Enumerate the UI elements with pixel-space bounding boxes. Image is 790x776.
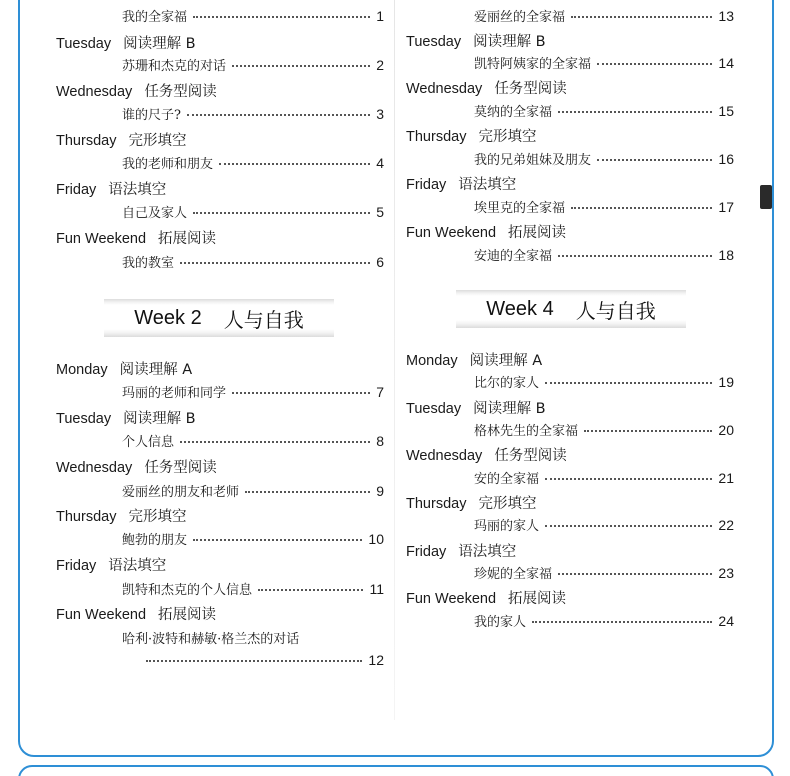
week-label: Week 2	[134, 306, 202, 329]
dot-leader	[193, 212, 370, 214]
dot-leader	[584, 430, 712, 432]
exercise-type: 完形填空	[478, 496, 537, 512]
toc-entry[interactable]	[122, 382, 384, 401]
exercise-type: 拓展阅读	[508, 225, 567, 241]
toc-entry-title-line[interactable]	[122, 628, 384, 647]
page-number: 7	[376, 384, 384, 400]
exercise-type: 任务型阅读	[144, 84, 217, 100]
day-heading	[56, 178, 166, 199]
toc-entry[interactable]	[122, 202, 384, 221]
entry-title: 我的教室	[122, 256, 175, 271]
page-number: 18	[718, 247, 734, 263]
toc-entry[interactable]	[122, 579, 384, 598]
day-name: Tuesday	[56, 36, 112, 52]
entry-title: 玛丽的家人	[474, 519, 540, 534]
page-number: 22	[718, 517, 734, 533]
toc-entry[interactable]	[474, 149, 734, 168]
toc-entry[interactable]	[122, 431, 384, 450]
day-name: Fun Weekend	[406, 591, 497, 607]
dot-leader	[558, 573, 712, 575]
page-number: 1	[376, 8, 384, 24]
toc-entry[interactable]	[474, 372, 734, 391]
exercise-type: 任务型阅读	[494, 81, 567, 97]
entry-title: 凯特阿姨家的全家福	[474, 57, 592, 72]
day-heading	[406, 540, 516, 561]
day-heading	[56, 603, 216, 624]
entry-title: 鲍勃的朋友	[122, 533, 188, 548]
toc-entry[interactable]	[122, 6, 384, 25]
entry-title: 埃里克的全家福	[474, 201, 566, 216]
dot-leader	[146, 660, 362, 662]
entry-title: 哈利·波特和赫敏·格兰杰的对话	[122, 632, 300, 647]
page-number: 21	[718, 470, 734, 486]
week-label: Week 4	[486, 297, 554, 320]
dot-leader	[232, 392, 370, 394]
exercise-type: 语法填空	[108, 182, 167, 198]
day-name: Thursday	[406, 129, 467, 145]
page-number: 19	[718, 374, 734, 390]
entry-title: 凯特和杰克的个人信息	[122, 583, 253, 598]
toc-entry[interactable]	[474, 563, 734, 582]
day-name: Fun Weekend	[56, 607, 147, 623]
dot-leader	[193, 16, 370, 18]
exercise-type: 阅读理解 B	[123, 36, 196, 52]
page-number: 13	[718, 8, 734, 24]
dot-leader	[258, 589, 363, 591]
day-heading	[406, 221, 566, 242]
exercise-type: 阅读理解 B	[123, 411, 196, 427]
entry-title: 安的全家福	[474, 472, 540, 487]
day-heading	[56, 358, 192, 379]
day-name: Friday	[56, 182, 97, 198]
section-tab-marker	[760, 185, 772, 209]
day-heading	[406, 125, 536, 146]
exercise-type: 阅读理解 A	[119, 362, 193, 378]
page-number: 2	[376, 57, 384, 73]
toc-entry[interactable]	[122, 529, 384, 548]
dot-leader	[245, 491, 370, 493]
day-name: Wednesday	[406, 81, 483, 97]
day-name: Friday	[406, 177, 447, 193]
exercise-type: 任务型阅读	[494, 448, 567, 464]
entry-title: 珍妮的全家福	[474, 567, 553, 582]
next-panel-frame	[18, 765, 774, 776]
toc-entry[interactable]	[122, 252, 384, 271]
day-heading	[56, 227, 216, 248]
day-heading	[406, 587, 566, 608]
day-name: Thursday	[56, 509, 117, 525]
page-number: 3	[376, 106, 384, 122]
week-banner	[456, 290, 686, 328]
page-number: 9	[376, 483, 384, 499]
day-heading	[406, 77, 567, 98]
day-name: Monday	[56, 362, 108, 378]
dot-leader	[193, 539, 362, 541]
toc-entry[interactable]	[474, 611, 734, 630]
toc-entry[interactable]	[122, 153, 384, 172]
toc-entry[interactable]	[474, 53, 734, 72]
day-name: Fun Weekend	[406, 225, 497, 241]
exercise-type: 阅读理解 B	[473, 34, 546, 50]
entry-title: 我的全家福	[122, 10, 188, 25]
day-heading	[406, 397, 546, 418]
exercise-type: 语法填空	[458, 544, 517, 560]
day-heading	[56, 456, 217, 477]
entry-title: 个人信息	[122, 435, 175, 450]
entry-title: 我的老师和朋友	[122, 157, 214, 172]
day-heading	[56, 407, 196, 428]
week-theme: 人与自我	[575, 298, 656, 323]
toc-entry[interactable]	[474, 6, 734, 25]
dot-leader	[558, 255, 712, 257]
entry-title: 玛丽的老师和同学	[122, 386, 227, 401]
day-name: Tuesday	[56, 411, 112, 427]
day-name: Friday	[56, 558, 97, 574]
day-heading	[406, 173, 516, 194]
dot-leader	[545, 478, 712, 480]
day-heading	[56, 32, 196, 53]
dot-leader	[232, 65, 370, 67]
day-name: Wednesday	[56, 460, 133, 476]
dot-leader	[180, 262, 370, 264]
entry-title: 我的兄弟姐妹及朋友	[474, 153, 592, 168]
day-heading	[406, 492, 536, 513]
page-number: 14	[718, 55, 734, 71]
dot-leader	[545, 382, 712, 384]
entry-title: 苏珊和杰克的对话	[122, 59, 227, 74]
exercise-type: 阅读理解 A	[469, 353, 543, 369]
dot-leader	[187, 114, 370, 116]
toc-entry[interactable]	[474, 197, 734, 216]
day-name: Friday	[406, 544, 447, 560]
page-number: 17	[718, 199, 734, 215]
exercise-type: 阅读理解 B	[473, 401, 546, 417]
entry-title: 谁的尺子?	[122, 108, 181, 123]
exercise-type: 拓展阅读	[158, 231, 217, 247]
toc-entry[interactable]	[122, 55, 384, 74]
dot-leader	[219, 163, 370, 165]
day-heading	[56, 554, 166, 575]
entry-title: 比尔的家人	[474, 376, 540, 391]
dot-leader	[571, 207, 712, 209]
day-name: Monday	[406, 353, 458, 369]
exercise-type: 语法填空	[458, 177, 517, 193]
entry-title: 爱丽丝的全家福	[474, 10, 566, 25]
dot-leader	[558, 111, 712, 113]
day-heading	[406, 444, 567, 465]
toc-entry-leader-line[interactable]	[146, 652, 384, 668]
exercise-type: 拓展阅读	[158, 607, 217, 623]
exercise-type: 任务型阅读	[144, 460, 217, 476]
dot-leader	[545, 525, 712, 527]
week-theme: 人与自我	[223, 307, 304, 332]
toc-entry[interactable]	[474, 515, 734, 534]
toc-entry[interactable]	[474, 101, 734, 120]
entry-title: 爱丽丝的朋友和老师	[122, 485, 240, 500]
day-heading	[406, 349, 542, 370]
exercise-type: 拓展阅读	[508, 591, 567, 607]
dot-leader	[180, 441, 370, 443]
page-number: 5	[376, 204, 384, 220]
day-heading	[56, 80, 217, 101]
page-number: 20	[718, 422, 734, 438]
page-number: 24	[718, 613, 734, 629]
column-divider	[394, 0, 395, 720]
page-number: 10	[368, 531, 384, 547]
page-number: 8	[376, 433, 384, 449]
toc-entry[interactable]	[474, 420, 734, 439]
entry-title: 自己及家人	[122, 206, 188, 221]
entry-title: 格林先生的全家福	[474, 424, 579, 439]
day-heading	[406, 30, 546, 51]
dot-leader	[597, 63, 712, 65]
entry-title: 安迪的全家福	[474, 249, 553, 264]
day-heading	[56, 505, 186, 526]
day-name: Thursday	[406, 496, 467, 512]
dot-leader	[532, 621, 712, 623]
page-number: 4	[376, 155, 384, 171]
day-name: Fun Weekend	[56, 231, 147, 247]
day-name: Wednesday	[406, 448, 483, 464]
dot-leader	[597, 159, 712, 161]
day-name: Tuesday	[406, 34, 462, 50]
toc-entry[interactable]	[474, 245, 734, 264]
page-number: 16	[718, 151, 734, 167]
entry-title: 莫纳的全家福	[474, 105, 553, 120]
page-number: 23	[718, 565, 734, 581]
toc-entry[interactable]	[122, 481, 384, 500]
dot-leader	[571, 16, 712, 18]
exercise-type: 完形填空	[478, 129, 537, 145]
toc-entry[interactable]	[122, 104, 384, 123]
toc-entry[interactable]	[474, 468, 734, 487]
day-name: Tuesday	[406, 401, 462, 417]
page-number: 11	[369, 581, 384, 597]
entry-title: 我的家人	[474, 615, 527, 630]
page-number: 12	[368, 652, 384, 668]
exercise-type: 完形填空	[128, 509, 187, 525]
day-heading	[56, 129, 186, 150]
page-number: 6	[376, 254, 384, 270]
day-name: Wednesday	[56, 84, 133, 100]
page-number: 15	[718, 103, 734, 119]
day-name: Thursday	[56, 133, 117, 149]
week-banner	[104, 299, 334, 337]
exercise-type: 语法填空	[108, 558, 167, 574]
exercise-type: 完形填空	[128, 133, 187, 149]
